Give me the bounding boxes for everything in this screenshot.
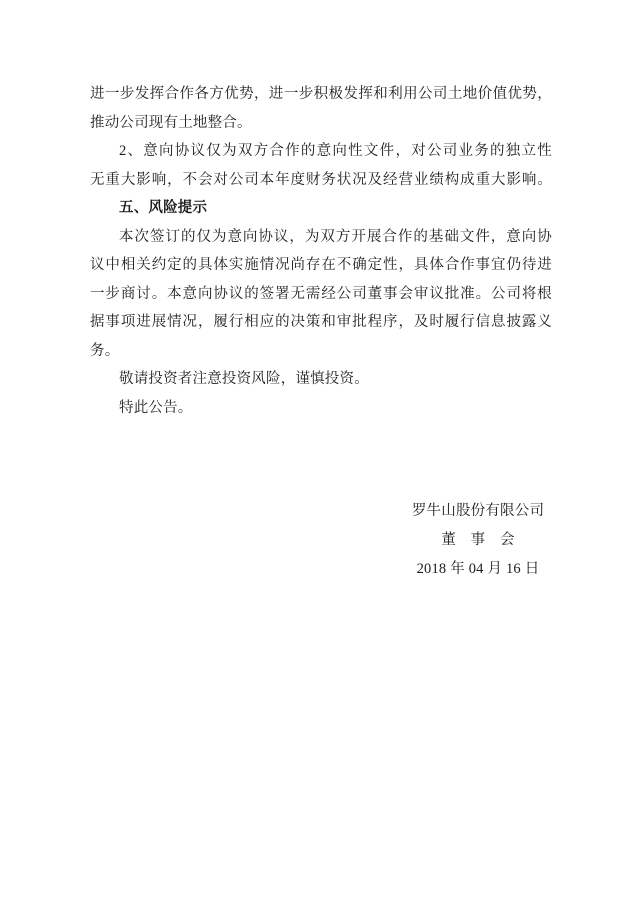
body-line-9: 据事项进展情况，履行相应的决策和审批程序，及时履行信息披露义 (90, 314, 552, 330)
body-line-10: 务。 (90, 342, 120, 359)
body-line-8: 一步商讨。本意向协议的签署无需经公司董事会审议批准。公司将根 (90, 285, 552, 302)
signature-block (352, 497, 604, 584)
body-line-2: 推动公司现有土地整合。 (90, 114, 252, 131)
signature-board: 董 事 会 (441, 532, 515, 548)
body-line-1: 进一步发挥合作各方优势，进一步积极发挥和利用公司土地价值优势， (90, 86, 552, 102)
signature-date: 2018 年 04 月 16 日 (416, 561, 540, 577)
section-heading-risk-notice: 五、风险提示 (119, 200, 208, 216)
body-line-7: 议中相关约定的具体实施情况尚存在不确定性，具体合作事宜仍待进 (90, 257, 552, 273)
body-line-3: 2、意向协议仅为双方合作的意向性文件，对公司业务的独立性 (119, 143, 552, 159)
body-line-6: 本次签订的仅为意向协议，为双方开展合作的基础文件，意向协 (119, 228, 552, 245)
signature-company: 罗牛山股份有限公司 (411, 503, 545, 519)
body-line-12: 特此公告。 (119, 399, 193, 416)
body-line-4: 无重大影响，不会对公司本年度财务状况及经营业绩构成重大影响。 (90, 171, 552, 188)
body-text (90, 80, 552, 422)
body-line-11: 敬请投资者注意投资风险，谨慎投资。 (119, 371, 369, 387)
